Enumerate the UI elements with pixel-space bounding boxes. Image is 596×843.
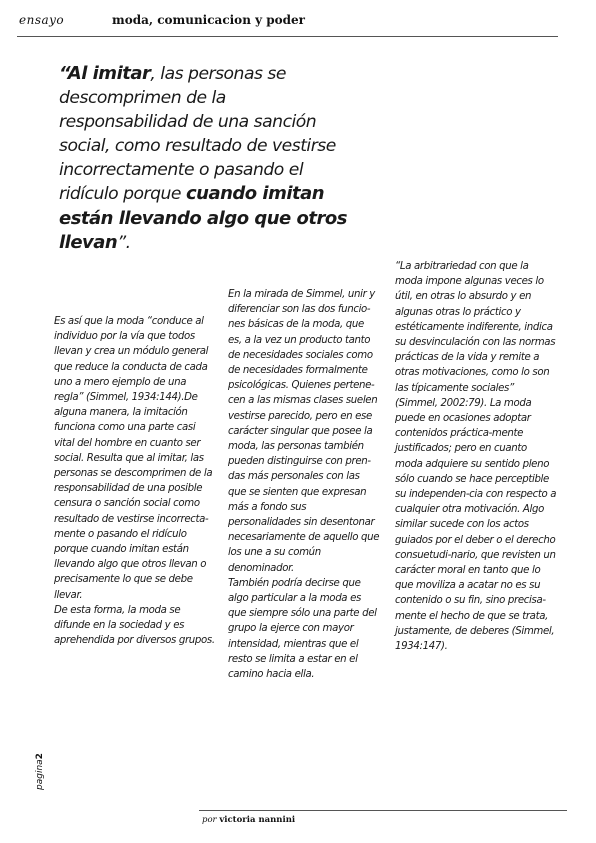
- author-name: victoria nannini: [219, 815, 296, 825]
- section-label: ensayo: [19, 13, 65, 27]
- pull-quote: [59, 62, 349, 255]
- running-title: moda, comunicacion y poder: [112, 13, 305, 27]
- footer-divider: [199, 810, 567, 811]
- page-word: pagina: [35, 759, 45, 790]
- paragraph: También podría decirse que algo particular a la moda es que siempre sólo una parte del grupo la ejerce con mayor intensidad, mientras que el resto se limita a estar en el camino hacia ella.: [228, 577, 377, 681]
- paragraph: De esta forma, la moda se difunde en la sociedad y es aprehendida por diversos grupos.: [54, 604, 215, 647]
- pull-quote-lead: “Al imitar: [59, 63, 151, 84]
- paragraph: “La arbitrariedad con que la moda impone algunas veces lo útil, en otras lo absurdo y en algunas otras lo práctico y estéticamente indiferente, indica su desvinculación con las normas prácticas de la vida y remite a otras motivaciones, como lo son las típicamente sociales” (Simmel, 2002:79). La moda puede en ocasiones adoptar contenidos práctica-mente justificados; pero en cuanto moda adquiere su sentido pleno sólo cuando se hace perceptible su independen-cia con respecto a cualquier otra motivación. Algo similar sucede con los actos guiados por el deber o el derecho consuetudi-nario, que revisten un carácter moral en tanto que lo que moviliza a acatar no es su contenido o su fin, sino precisa-mente el hecho de que se trata, justamente, de deberes (Simmel, 1934:147).: [395, 261, 557, 653]
- author-byline: [202, 815, 295, 825]
- text-column-2: [228, 287, 380, 682]
- header-divider: [17, 36, 558, 37]
- pull-quote-end: ”.: [117, 232, 131, 253]
- byline-prefix: por: [202, 815, 217, 825]
- page-number: [35, 753, 45, 790]
- paragraph: En la mirada de Simmel, unir y diferenciar son las dos funcio-nes básicas de la moda, que es, a la vez un producto tanto de necesidades sociales como de necesidades formalmente psicológicas. Quienes pertene-cen a las mismas clases suelen vestirse parecido, pero en ese carácter singular que posee la moda, las personas también pueden distinguirse con pren-das más personales con las que se sienten que expresan más a fondo sus personalidades sin desentonar necesariamente de aquello que los une a su común denominador.: [228, 289, 380, 574]
- pull-quote-emphasis: cuando imitan están llevando algo que otros llevan: [59, 183, 347, 253]
- text-column-1: [54, 314, 216, 648]
- pull-quote-body: , las personas se descomprimen de la responsabilidad de una sanción social, como resultado de vestirse incorrectamente o pasando el ridículo porque: [59, 64, 336, 205]
- page-number-value: 2: [35, 753, 45, 760]
- text-column-3: [395, 259, 557, 654]
- paragraph: Es así que la moda “conduce al individuo por la vía que todos llevan y crea un módulo general que reduce la conducta de cada uno a mero ejemplo de una regla” (Simmel, 1934:144).De alguna manera, la imitación funciona como una parte casi vital del hombre en cuanto ser social. Resulta que al imitar, las personas se descomprimen de la responsabilidad de una posible censura o sanción social como resultado de vestirse incorrecta-mente o pasando el ridículo porque cuando imitan están llevando algo que otros llevan o precisamente lo que se debe llevar.: [54, 316, 213, 601]
